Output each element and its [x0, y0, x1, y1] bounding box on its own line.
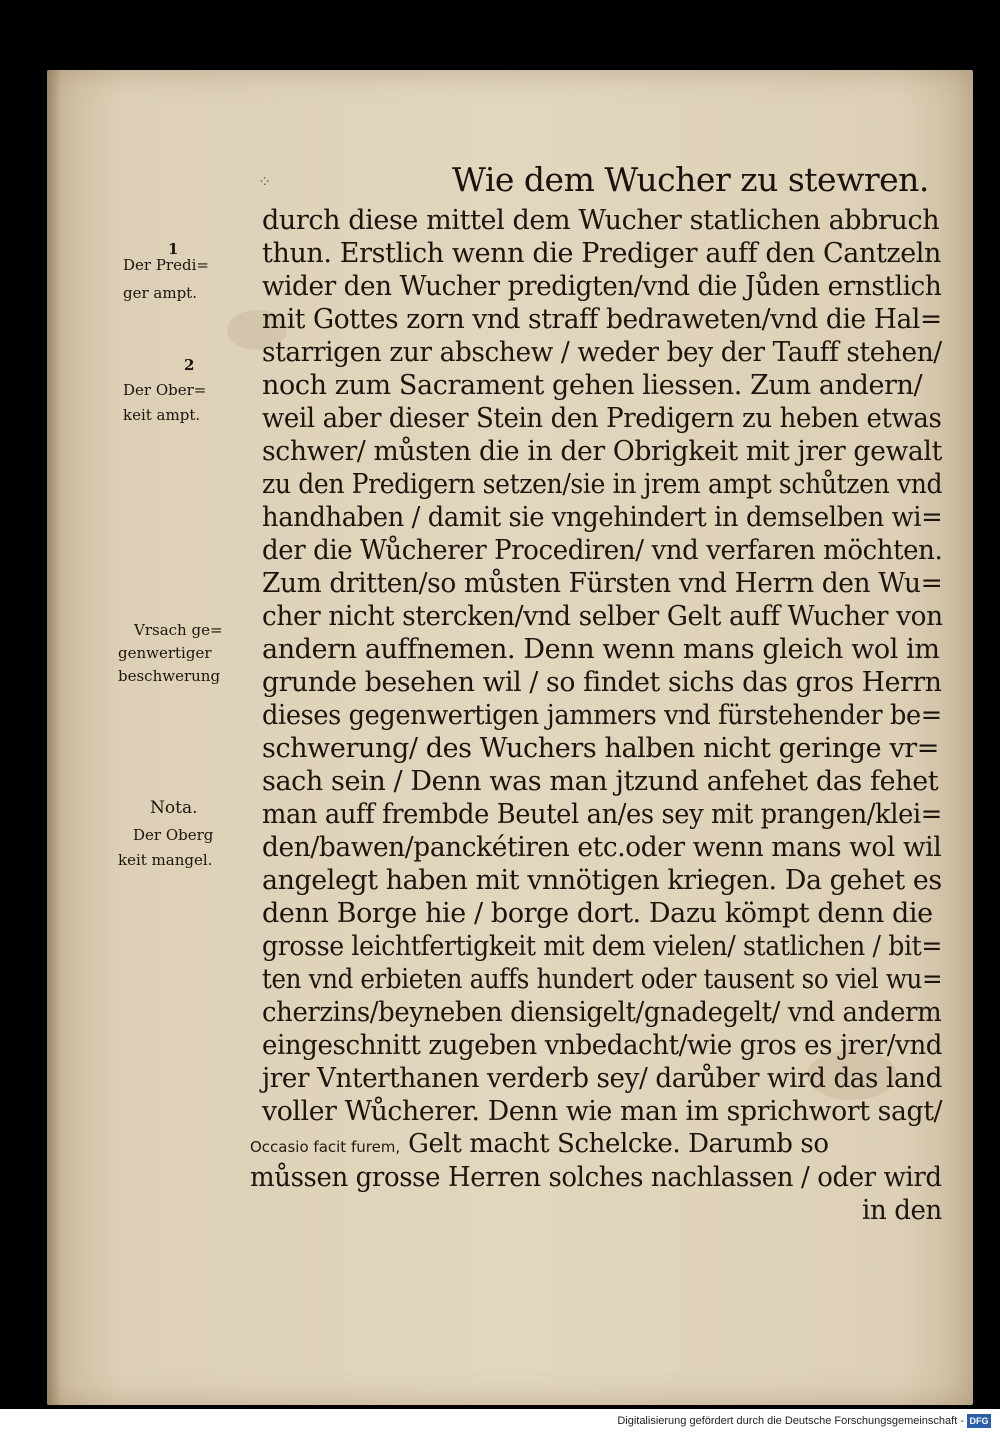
- text-line: jrer Vnterthanen verderb sey/ darůber wird das land: [262, 1063, 943, 1094]
- text-line: thun. Erstlich wenn die Prediger auff den Cantzeln: [262, 238, 942, 269]
- text-line-with-latin: [250, 1131, 829, 1157]
- margin-number: 2: [184, 356, 195, 374]
- margin-number: 1: [168, 240, 179, 258]
- text-line: cherzins/beyneben diensigelt/gnadegelt/ vnd anderm: [262, 997, 942, 1028]
- text-line: angelegt haben mit vnnötigen kriegen. Da gehet es: [262, 865, 942, 896]
- running-head: Wie dem Wucher zu stewren.: [452, 160, 929, 199]
- text-line: der die Wůcherer Procediren/ vnd verfaren möchten.: [262, 535, 943, 566]
- text-line: dieses gegenwertigen jammers vnd fürstehender be=: [262, 700, 942, 731]
- text-line: voller Wůcherer. Denn wie man im sprichwort sagt/: [262, 1096, 943, 1127]
- text-line: ten vnd erbieten auffs hundert oder tausent so viel wu=: [262, 964, 943, 995]
- margin-note: Der Ober=: [123, 381, 207, 399]
- text-line: andern auffnemen. Denn wenn mans gleich wol im: [262, 634, 940, 665]
- text-line: Zum dritten/so můsten Fürsten vnd Herrn den Wu=: [262, 568, 943, 599]
- text-line: schwer/ můsten die in der Obrigkeit mit jrer gewalt: [262, 436, 942, 467]
- text-line: wider den Wucher predigten/vnd die Jůden ernstlich: [262, 271, 942, 302]
- text-line: můssen grosse Herren solches nachlassen / oder wird: [250, 1162, 942, 1193]
- text-line: sach sein / Denn was man jtzund anfehet das fehet: [262, 766, 939, 797]
- text-line-continuation: Gelt macht Schelcke. Darumb so: [408, 1129, 829, 1159]
- text-line: weil aber dieser Stein den Predigern zu heben etwas: [262, 403, 942, 434]
- page-gutter-shadow: [47, 70, 61, 1405]
- margin-note: genwertiger: [118, 644, 212, 662]
- margin-note-nota: Nota.: [150, 798, 198, 818]
- text-line: schwerung/ des Wuchers halben nicht geringe vr=: [262, 733, 940, 764]
- footer-bar: [0, 1409, 1000, 1435]
- margin-note: keit mangel.: [118, 851, 213, 869]
- dfg-logo: DFG: [967, 1414, 991, 1428]
- margin-note: keit ampt.: [123, 406, 201, 424]
- catchword: in den: [862, 1195, 942, 1226]
- text-line: man auff frembde Beutel an/es sey mit prangen/klei=: [262, 799, 942, 830]
- margin-note: Vrsach ge=: [134, 621, 223, 639]
- margin-note: beschwerung: [118, 667, 221, 685]
- funding-credit: Digitalisierung gefördert durch die Deutsche Forschungsgemeinschaft -: [617, 1415, 964, 1427]
- margin-note: ger ampt.: [123, 284, 197, 302]
- text-line: cher nicht stercken/vnd selber Gelt auff Wucher von: [262, 601, 943, 632]
- text-line: noch zum Sacrament gehen liessen. Zum andern/: [262, 370, 923, 401]
- text-line: handhaben / damit sie vngehindert in demselben wi=: [262, 502, 943, 533]
- margin-note: Der Predi=: [123, 256, 209, 274]
- text-line: zu den Predigern setzen/sie in jrem ampt schůtzen vnd: [262, 469, 943, 500]
- latin-phrase: Occasio facit furem,: [250, 1138, 401, 1156]
- text-line: durch diese mittel dem Wucher statlichen abbruch: [262, 205, 940, 236]
- text-line: denn Borge hie / borge dort. Dazu kömpt denn die: [262, 898, 933, 929]
- text-line: eingeschnitt zugeben vnbedacht/wie gros es jrer/vnd: [262, 1030, 943, 1061]
- ink-mark: ⁘: [258, 172, 272, 191]
- margin-note: Der Oberg: [133, 826, 214, 844]
- text-line: starrigen zur abschew / weder bey der Tauff stehen/: [262, 337, 942, 368]
- text-line: grosse leichtfertigkeit mit dem vielen/ statlichen / bit=: [262, 931, 943, 962]
- text-line: mit Gottes zorn vnd straff bedraweten/vnd die Hal=: [262, 304, 942, 335]
- text-line: den/bawen/panckétiren etc.oder wenn mans wol wil: [262, 832, 942, 863]
- text-line: grunde besehen wil / so findet sichs das gros Herrn: [262, 667, 942, 698]
